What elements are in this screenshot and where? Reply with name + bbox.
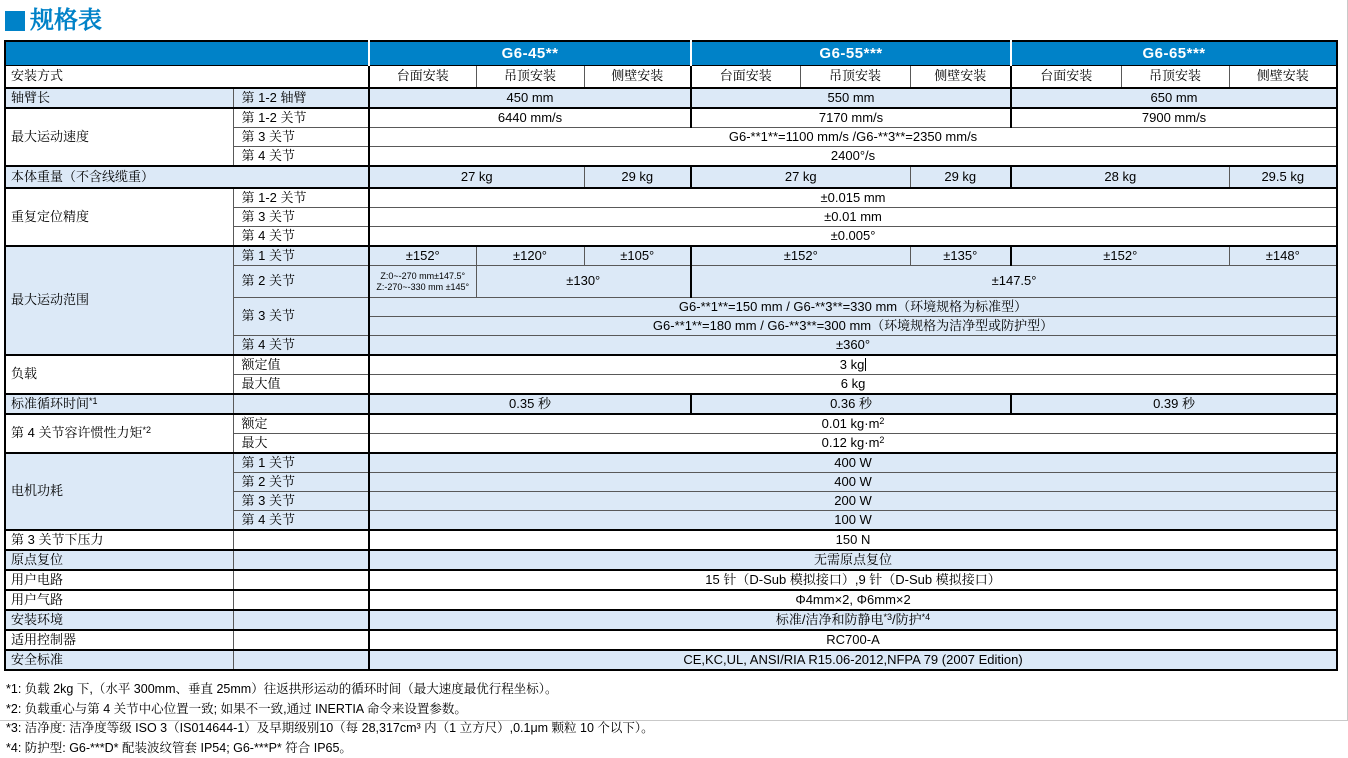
- range-j1-sub: 第 1 关节: [233, 246, 369, 266]
- range-j1-g65-wall: ±148°: [1229, 246, 1337, 266]
- environment-label: 安装环境: [5, 610, 233, 630]
- inertia-max-sub: 最大: [233, 434, 369, 454]
- range-j1-g55-wall: ±135°: [910, 246, 1011, 266]
- inertia-label: [5, 414, 233, 453]
- inertia-rated-row: [5, 414, 1337, 434]
- repeat-j3-value: ±0.01 mm: [369, 208, 1337, 227]
- user-circuit-row: [5, 570, 1337, 590]
- mount-row: [5, 66, 1337, 89]
- homing-label: 原点复位: [5, 550, 233, 570]
- mount-method-label: 安装方式: [5, 66, 369, 89]
- cycle-time-g55: 0.36 秒: [691, 394, 1011, 414]
- range-j2-z-line1: Z:0~-270 mm±147.5°: [372, 271, 474, 282]
- arm-length-g45: 450 mm: [369, 88, 691, 108]
- controller-row: [5, 630, 1337, 650]
- speed-j3-value: G6-**1**=1100 mm/s /G6-**3**=2350 mm/s: [369, 128, 1337, 147]
- downforce-row: [5, 530, 1337, 550]
- environment-value: [369, 610, 1337, 630]
- user-circuit-sub-empty: [233, 570, 369, 590]
- inertia-max-text: 0.12 kg·m: [822, 435, 880, 450]
- inertia-max-value: [369, 434, 1337, 454]
- downforce-label: 第 3 关节下压力: [5, 530, 233, 550]
- controller-sub-empty: [233, 630, 369, 650]
- arm-length-g65: 650 mm: [1011, 88, 1337, 108]
- range-label: 最大运动范围: [5, 246, 233, 355]
- mount-g45-wall: 侧壁安装: [584, 66, 691, 89]
- weight-row: [5, 166, 1337, 188]
- user-circuit-label: 用户电路: [5, 570, 233, 590]
- motor-j3-sub: 第 3 关节: [233, 492, 369, 511]
- inertia-label-text: 第 4 关节容许惯性力矩: [11, 425, 142, 440]
- repeat-j12-sub: 第 1-2 关节: [233, 188, 369, 208]
- repeat-label: 重复定位精度: [5, 188, 233, 246]
- cycle-time-label-text: 标准循环时间: [11, 396, 89, 411]
- range-j2-g55-g65: ±147.5°: [691, 266, 1337, 298]
- range-j1-g45-wall: ±105°: [584, 246, 691, 266]
- user-air-row: [5, 590, 1337, 610]
- cycle-time-g45: 0.35 秒: [369, 394, 691, 414]
- range-j1-g45-table: ±152°: [369, 246, 476, 266]
- arm-length-label: 轴臂长: [5, 88, 233, 108]
- cycle-time-footnote-ref: *1: [89, 396, 98, 406]
- homing-row: [5, 550, 1337, 570]
- text-cursor: [865, 358, 866, 371]
- weight-g65-a: 28 kg: [1011, 166, 1229, 188]
- model-header-row: [5, 41, 1337, 66]
- arm-length-row: [5, 88, 1337, 108]
- weight-g55-a: 27 kg: [691, 166, 910, 188]
- title-square-icon: [5, 11, 25, 31]
- environment-footnote-ref-3: *3: [884, 612, 893, 622]
- repeat-j4-value: ±0.005°: [369, 227, 1337, 247]
- range-j2-g45-table: [369, 266, 476, 298]
- inertia-rated-sup: 2: [879, 416, 884, 426]
- footnote-1: *1: 负载 2kg 下,（水平 300mm、垂直 25mm）往返拱形运动的循环时间（最大速度最优行程坐标）。: [6, 680, 1347, 700]
- controller-label: 适用控制器: [5, 630, 233, 650]
- user-air-value: Φ4mm×2, Φ6mm×2: [369, 590, 1337, 610]
- speed-j12-g55: 7170 mm/s: [691, 108, 1011, 128]
- footnotes: [6, 680, 1347, 758]
- environment-text-1: 标准/洁净和防静电: [776, 612, 884, 627]
- safety-value: CE,KC,UL, ANSI/RIA R15.06-2012,NFPA 79 (2007 Edition): [369, 650, 1337, 670]
- arm-length-sub: 第 1-2 轴臂: [233, 88, 369, 108]
- environment-sub-empty: [233, 610, 369, 630]
- motor-j1-sub: 第 1 关节: [233, 453, 369, 473]
- payload-rated-row: [5, 355, 1337, 375]
- model-name-g6-55: G6-55***: [691, 41, 1011, 66]
- homing-sub-empty: [233, 550, 369, 570]
- controller-value: RC700-A: [369, 630, 1337, 650]
- range-j4-sub: 第 4 关节: [233, 336, 369, 356]
- repeat-j12-value: ±0.015 mm: [369, 188, 1337, 208]
- cycle-time-g65: 0.39 秒: [1011, 394, 1337, 414]
- downforce-value: 150 N: [369, 530, 1337, 550]
- mount-g55-wall: 侧壁安装: [910, 66, 1011, 89]
- range-j2-z-line2: Z:-270~-330 mm ±145°: [372, 282, 474, 293]
- speed-j3-sub: 第 3 关节: [233, 128, 369, 147]
- speed-j12-row: [5, 108, 1337, 128]
- footnote-3: *3: 洁净度: 洁净度等级 ISO 3（IS014644-1）及早期级别10（每 28,317cm³ 内（1 立方尺）,0.1μm 颗粒 10 个以下）。: [6, 719, 1347, 739]
- range-j4-value: ±360°: [369, 336, 1337, 356]
- range-j3-std-value: G6-**1**=150 mm / G6-**3**=330 mm（环境规格为标准型）: [369, 298, 1337, 317]
- model-header-spacer: [5, 41, 369, 66]
- safety-label: 安全标准: [5, 650, 233, 670]
- cycle-time-row: [5, 394, 1337, 414]
- payload-label: 负载: [5, 355, 233, 394]
- payload-max-value: 6 kg: [369, 375, 1337, 395]
- weight-g45-a: 27 kg: [369, 166, 584, 188]
- mount-g55-ceiling: 吊顶安装: [800, 66, 910, 89]
- mount-g45-table: 台面安装: [369, 66, 476, 89]
- mount-g65-ceiling: 吊顶安装: [1121, 66, 1229, 89]
- footnote-2: *2: 负载重心与第 4 关节中心位置一致; 如果不一致,通过 INERTIA 命令来设置参数。: [6, 700, 1347, 720]
- motor-j3-value: 200 W: [369, 492, 1337, 511]
- environment-row: [5, 610, 1337, 630]
- speed-j12-g45: 6440 mm/s: [369, 108, 691, 128]
- downforce-sub-empty: [233, 530, 369, 550]
- repeat-j12-row: [5, 188, 1337, 208]
- motor-label: 电机功耗: [5, 453, 233, 530]
- inertia-rated-text: 0.01 kg·m: [822, 416, 880, 431]
- speed-j4-value: 2400°/s: [369, 147, 1337, 167]
- inertia-rated-value: [369, 414, 1337, 434]
- motor-j4-value: 100 W: [369, 511, 1337, 531]
- range-j3-sub: 第 3 关节: [233, 298, 369, 336]
- mount-g55-table: 台面安装: [691, 66, 800, 89]
- payload-max-sub: 最大值: [233, 375, 369, 395]
- mount-g65-table: 台面安装: [1011, 66, 1121, 89]
- model-name-g6-65: G6-65***: [1011, 41, 1337, 66]
- weight-g65-b: 29.5 kg: [1229, 166, 1337, 188]
- range-j1-g65-a: ±152°: [1011, 246, 1229, 266]
- safety-sub-empty: [233, 650, 369, 670]
- range-j1-g45-ceiling: ±120°: [476, 246, 584, 266]
- speed-j12-sub: 第 1-2 关节: [233, 108, 369, 128]
- cycle-time-label: [5, 394, 233, 414]
- inertia-max-sup: 2: [879, 435, 884, 445]
- arm-length-g55: 550 mm: [691, 88, 1011, 108]
- speed-j12-g65: 7900 mm/s: [1011, 108, 1337, 128]
- safety-row: [5, 650, 1337, 670]
- motor-j2-value: 400 W: [369, 473, 1337, 492]
- repeat-j3-sub: 第 3 关节: [233, 208, 369, 227]
- speed-j4-sub: 第 4 关节: [233, 147, 369, 167]
- payload-rated-value: [369, 355, 1337, 375]
- mount-g45-ceiling: 吊顶安装: [476, 66, 584, 89]
- range-j2-sub: 第 2 关节: [233, 266, 369, 298]
- range-j1-row: [5, 246, 1337, 266]
- page-title: [0, 0, 1347, 40]
- payload-rated-sub: 额定值: [233, 355, 369, 375]
- homing-value: 无需原点复位: [369, 550, 1337, 570]
- motor-j1-value: 400 W: [369, 453, 1337, 473]
- user-air-sub-empty: [233, 590, 369, 610]
- environment-footnote-ref-4: *4: [922, 612, 931, 622]
- range-j2-g45-bc: ±130°: [476, 266, 691, 298]
- spec-table: [4, 40, 1338, 671]
- motor-j4-sub: 第 4 关节: [233, 511, 369, 531]
- weight-label: 本体重量（不含线缆重）: [5, 166, 369, 188]
- payload-rated-text: 3 kg: [840, 357, 865, 372]
- footnote-4: *4: 防护型: G6-***D* 配装波纹管套 IP54; G6-***P* 符合 IP65。: [6, 739, 1347, 758]
- user-circuit-value: 15 针（D-Sub 模拟接口）,9 针（D-Sub 模拟接口）: [369, 570, 1337, 590]
- range-j3-clean-value: G6-**1**=180 mm / G6-**3**=300 mm（环境规格为洁净型或防护型）: [369, 317, 1337, 336]
- weight-g45-b: 29 kg: [584, 166, 691, 188]
- model-name-g6-45: G6-45**: [369, 41, 691, 66]
- page-title-text: 规格表: [30, 9, 102, 33]
- weight-g55-b: 29 kg: [910, 166, 1011, 188]
- inertia-footnote-ref: *2: [142, 425, 151, 435]
- motor-j1-row: [5, 453, 1337, 473]
- inertia-rated-sub: 额定: [233, 414, 369, 434]
- repeat-j4-sub: 第 4 关节: [233, 227, 369, 247]
- cycle-time-sub-empty: [233, 394, 369, 414]
- range-j1-g55-a: ±152°: [691, 246, 910, 266]
- speed-label: 最大运动速度: [5, 108, 233, 166]
- mount-g65-wall: 侧壁安装: [1229, 66, 1337, 89]
- environment-text-2: /防护: [892, 612, 922, 627]
- user-air-label: 用户气路: [5, 590, 233, 610]
- motor-j2-sub: 第 2 关节: [233, 473, 369, 492]
